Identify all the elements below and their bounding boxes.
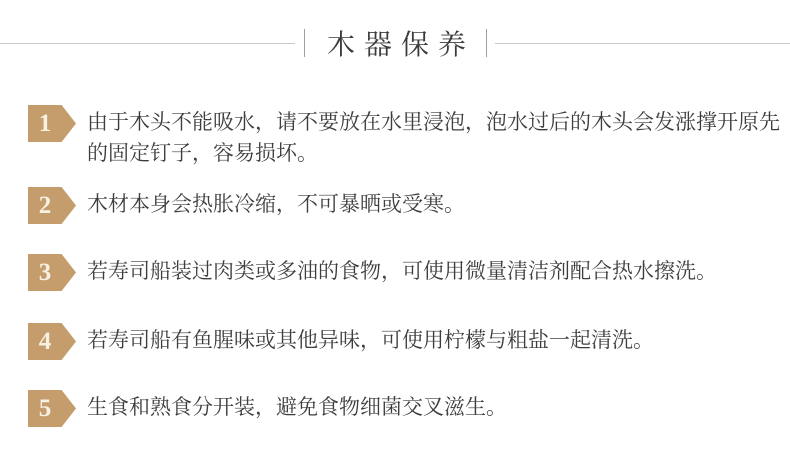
header-tick-right bbox=[486, 29, 487, 57]
step-text: 生食和熟食分开装，避免食物细菌交叉滋生。 bbox=[87, 395, 507, 419]
step-badge bbox=[28, 105, 76, 142]
step-badge bbox=[28, 187, 76, 224]
step-number: 5 bbox=[38, 395, 52, 422]
step-number: 4 bbox=[38, 328, 52, 355]
step-number: 3 bbox=[38, 259, 52, 286]
page-title: 木器保养 bbox=[327, 30, 476, 61]
step-badge bbox=[28, 390, 76, 427]
care-item-5 bbox=[28, 390, 790, 427]
step-text: 若寿司船装过肉类或多油的食物，可使用微量清洁剂配合热水擦洗。 bbox=[87, 259, 717, 283]
step-badge bbox=[28, 323, 76, 360]
care-item-2 bbox=[28, 187, 790, 224]
care-instruction-list bbox=[28, 105, 790, 427]
care-item-4 bbox=[28, 323, 790, 360]
section-header bbox=[0, 0, 790, 86]
step-text: 若寿司船有鱼腥味或其他异味，可使用柠檬与粗盐一起清洗。 bbox=[87, 328, 654, 352]
header-rule-left bbox=[0, 43, 295, 44]
step-text: 木材本身会热胀冷缩，不可暴晒或受寒。 bbox=[87, 192, 465, 216]
header-rule-right bbox=[495, 43, 790, 44]
step-text: 由于木头不能吸水，请不要放在水里浸泡，泡水过后的木头会发涨撑开原先的固定钉子，容易损坏。 bbox=[87, 110, 780, 165]
step-number: 1 bbox=[38, 110, 52, 137]
step-badge bbox=[28, 254, 76, 291]
care-item-3 bbox=[28, 254, 790, 291]
step-number: 2 bbox=[38, 192, 52, 219]
care-item-1 bbox=[28, 105, 790, 169]
